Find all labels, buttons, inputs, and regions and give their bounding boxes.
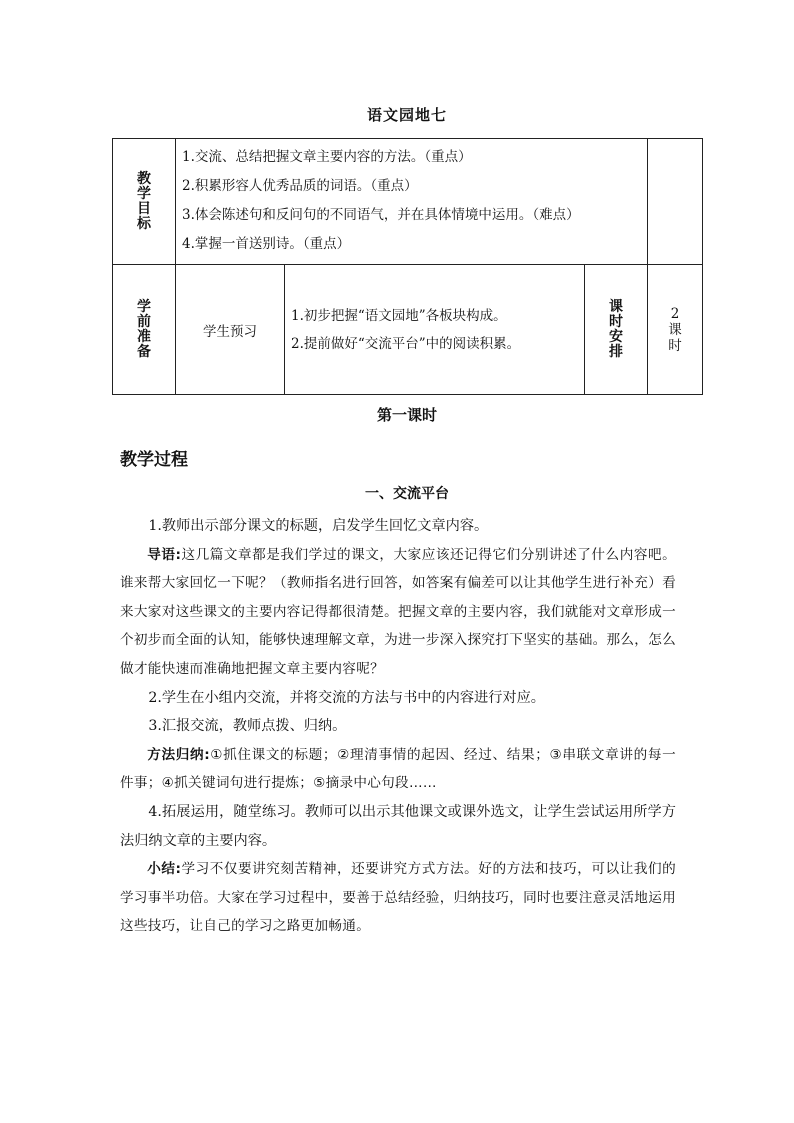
- prep-item: 1.初步把握“语文园地”各板块构成。: [291, 307, 507, 324]
- paragraph-intro: [120, 541, 676, 684]
- goals-row: [113, 139, 703, 265]
- document-title: 语文园地七: [366, 106, 447, 124]
- paragraph: 3.汇报交流，教师点拨、归纳。: [148, 718, 347, 735]
- intro-text: 这几篇文章都是我们学过的课文，大家应该还记得它们分别讲述了什么内容吧。谁来帮大家回忆一下呢？（教师指名进行回答，如答案有偏差可以让其他学生进行补充）看来大家对这些课文的主要内容记得都很清楚。把握文章的主要内容，我们就能对文章形成一个初步而全面的认知，能够快速理解文章，为进一步深入探究打下坚实的基础。那么，怎么做才能快速而准确地把握文章主要内容呢？: [120, 546, 676, 677]
- goal-item: 2.积累形容人优秀品质的词语。（重点）: [182, 178, 418, 194]
- goals-empty-cell: [648, 139, 703, 265]
- goal-item: 4.掌握一首送别诗。（重点）: [182, 236, 351, 252]
- prep-items: [285, 265, 585, 395]
- goals-label: 教 学 目 标: [113, 139, 176, 265]
- body-text: [120, 512, 676, 941]
- sub-heading: 一、交流平台: [365, 486, 449, 502]
- lesson-plan-table: [112, 138, 703, 395]
- paragraph: 2.学生在小组内交流，并将交流的方法与书中的内容进行对应。: [148, 689, 545, 706]
- lesson-title: 第一课时: [376, 406, 437, 424]
- prep-row: [113, 265, 703, 395]
- summary-text: 学习不仅要讲究刻苦精神，还要讲究方式方法。好的方法和技巧，可以让我们的学习事半功倍。大家在学习过程中，要善于总结经验，归纳技巧，同时也要注意灵活地运用这些技巧，让自己的学习之路更加畅通。: [120, 861, 676, 935]
- goals-list: [176, 139, 648, 265]
- goal-item: 3.体会陈述句和反问句的不同语气，并在具体情境中运用。（难点）: [182, 207, 580, 223]
- paragraph: 1.教师出示部分课文的标题，启发学生回忆文章内容。: [148, 518, 489, 534]
- schedule-value: 2 课 时: [648, 265, 703, 395]
- prep-label: 学 前 准 备: [113, 265, 176, 395]
- method-label: 方法归纳:: [147, 746, 210, 763]
- goal-item: 1.交流、总结把握文章主要内容的方法。（重点）: [182, 149, 472, 165]
- paragraph-method: [120, 741, 676, 798]
- intro-label: 导语:: [147, 546, 182, 563]
- prep-item: 2.提前做好“交流平台”中的阅读积累。: [291, 335, 521, 352]
- summary-label: 小结:: [147, 861, 182, 878]
- paragraph-summary: [120, 855, 676, 941]
- prep-type: 学生预习: [176, 265, 285, 395]
- method-text: ①抓住课文的标题；②理清事情的起因、经过、结果；③串联文章讲的每一件事；④抓关键词句进行提炼；⑤摘录中心句段……: [120, 746, 676, 792]
- section-heading: 教学过程: [120, 450, 188, 470]
- schedule-label: 课 时 安 排: [585, 265, 648, 395]
- paragraph: 4.拓展运用，随堂练习。教师可以出示其他课文或课外选文，让学生尝试运用所学方法归纳文章的主要内容。: [120, 803, 676, 849]
